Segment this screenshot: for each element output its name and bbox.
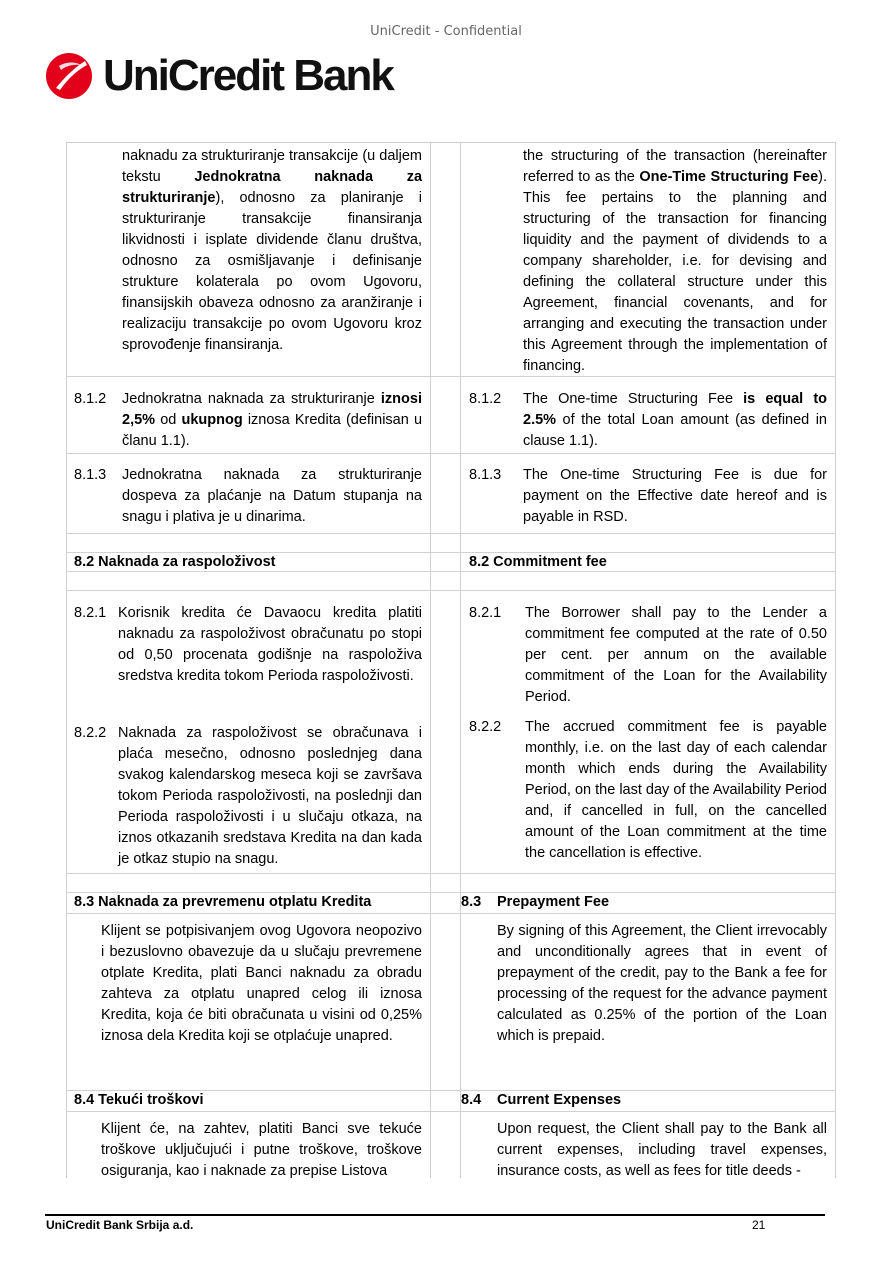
right-text: The One-time Structuring Fee is equal to 2.5% of the total Loan amount (as defined in clause 1.1). (523, 391, 827, 449)
clause-number: 8.1.3 (74, 467, 107, 483)
section-heading: 8.2 Commitment fee (469, 554, 607, 570)
left-text: Jednokratna naknada za strukturiranje iznosi 2,5% od ukupnog iznosa Kredita (definisan u članu 1.1). (122, 391, 423, 449)
section-number: 8.4 (461, 1092, 482, 1108)
left-text: Jednokratna naknada za strukturiranje dospeva za plaćanje na Datum stupanja na snagu i plativa je u dinarima. (122, 467, 422, 525)
spacer-row (66, 873, 836, 892)
contract-table (66, 142, 836, 1178)
clause-number: 8.2.1 (469, 605, 502, 621)
row-8-3 (66, 913, 836, 1090)
right-text: the structuring of the transaction (hereinafter referred to as the One-Time Structuring Fee). This fee pertains to the planning and structuring of the transaction for financing liquidity and the payment of dividends to a company shareholder, i.e. for devising and defining the collateral structure under this Agreement, financial covenants, and for arranging and executing the transaction under this Agreement through the implementation of financing. (523, 148, 828, 374)
left-text: Klijent se potpisivanjem ovog Ugovora neopozivo i bezuslovno obavezuje da u slučaju prevremene otplate Kredita, plati Banci naknadu za obradu zahteva za otplatu unapred celog ili iznosa Kredita, koja će biti obračunata u visini od 0,25% iznosa dela Kredita koji se otplaćuje unapred. (101, 923, 422, 1044)
brand-name: UniCredit Bank (103, 51, 393, 100)
section-heading: 8.3 Naknada za prevremenu otplatu Kredita (74, 894, 372, 910)
left-text: Naknada za raspoloživost se obračunava i plaća mesečno, odnosno poslednjeg dana svakog kalendarskog meseca koji se završava tokom Perioda raspoloživosti, na poslednji dan Perioda raspoloživosti i u slučaju otkaza, na iznos otkazanih sredstava Kredita na dan kada je otkaz stupio na snagu. (118, 725, 422, 867)
clause-number: 8.1.2 (469, 391, 502, 407)
clause-number: 8.2.2 (469, 719, 502, 735)
footer-rule (45, 1214, 825, 1216)
clause-number: 8.1.3 (469, 467, 502, 483)
left-text: Klijent će, na zahtev, platiti Banci sve tekuće troškove uključujući i putne troškove, troškove osiguranja, kao i naknade za prepise Listova (101, 1121, 422, 1178)
page-number: 21 (752, 1218, 766, 1232)
section-heading: 8.2 Naknada za raspoloživost (74, 554, 276, 570)
unicredit-logo-icon (45, 52, 93, 100)
section-heading: Prepayment Fee (497, 894, 610, 910)
spacer-row (66, 533, 836, 552)
right-text: Upon request, the Client shall pay to the Bank all current expenses, including travel expenses, insurance costs, as well as fees for title deeds - (497, 1121, 827, 1178)
right-text: The accrued commitment fee is payable monthly, i.e. on the last day of each calendar month which ends during the Availability Period, on the last day of the Availability Period and, if cancelled in full, on the cancelled amount of the Loan commitment at the time the cancellation is effective. (525, 719, 828, 861)
right-text: The Borrower shall pay to the Lender a commitment fee computed at the rate of 0.50 per cent. per annum on the available commitment of the Loan for the Availability Period. (525, 605, 827, 705)
logo (45, 52, 393, 100)
row-8-1-2 (66, 376, 836, 453)
section-heading: 8.4 Tekući troškovi (74, 1092, 204, 1108)
row-8-4 (66, 1111, 836, 1178)
right-text: The One-time Structuring Fee is due for payment on the Effective date hereof and is payable in RSD. (523, 467, 827, 525)
heading-8-4 (66, 1090, 836, 1111)
section-heading: Current Expenses (497, 1092, 622, 1108)
row-structuring-fee (66, 142, 836, 376)
clause-number: 8.2.2 (74, 725, 107, 741)
footer-company: UniCredit Bank Srbija a.d. (46, 1218, 194, 1232)
spacer-row (66, 571, 836, 590)
clause-number: 8.2.1 (74, 605, 107, 621)
heading-8-3 (66, 892, 836, 913)
heading-8-2 (66, 552, 836, 571)
row-8-1-3 (66, 453, 836, 533)
right-text: By signing of this Agreement, the Client irrevocably and unconditionally agrees that in event of prepayment of the credit, pay to the Bank a fee for processing of the request for the advance payment calculated as 0.25% of the portion of the Loan which is prepaid. (497, 923, 827, 1044)
confidential-label: UniCredit - Confidential (370, 24, 522, 39)
row-8-2 (66, 590, 836, 873)
section-number: 8.3 (461, 894, 482, 910)
clause-number: 8.1.2 (74, 391, 107, 407)
left-text: Korisnik kredita će Davaocu kredita platiti naknadu za raspoloživost obračunatu po stopi od 0,50 procenata godišnje na raspoloživa sredstva kredita tokom Perioda raspoloživosti. (118, 605, 422, 684)
left-text: naknadu za strukturiranje transakcije (u daljem tekstu Jednokratna naknada za strukturiranje), odnosno za planiranje i strukturiranje transakcije finansiranja likvidnosti i isplate dividende članu društva, odnosno za osmišljavanje i definisanje strukture kolaterala po ovom Ugovoru, finansijskih obaveza odnosno za aranžiranje i realizaciju transakcije po ovom Ugovoru kroz sprovođenje finansiranja. (122, 148, 423, 353)
